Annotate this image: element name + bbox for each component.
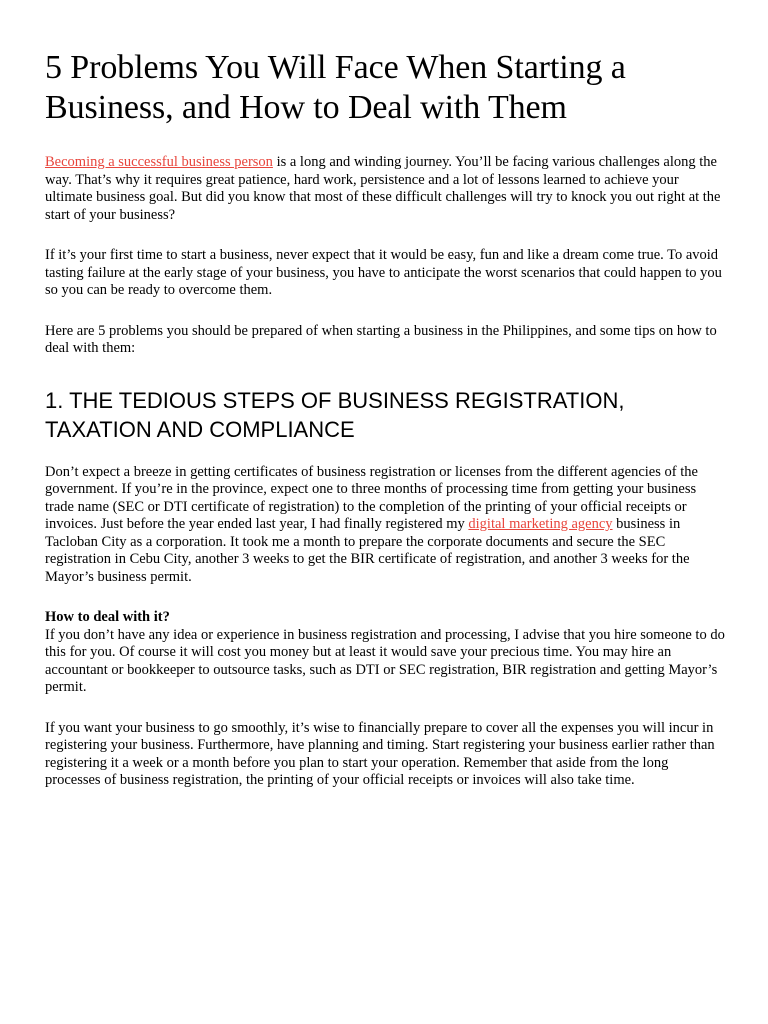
intro-paragraph-3: Here are 5 problems you should be prepared of when starting a business in the Philippines, and some tips on how to deal with them: xyxy=(45,322,717,356)
successful-business-person-link[interactable]: Becoming a successful business person xyxy=(45,154,273,170)
article-title: 5 Problems You Will Face When Starting a Business, and How to Deal with Them xyxy=(45,49,626,126)
section-1-paragraph-1-text-before: Don’t expect a breeze in getting certificates of business registration or licenses from the different agencies of the government. If you’re in the province, expect one to three months of processing time from getting your business trade name (SEC or DTI certificate of registration) to the completion of the printing of your official receipts or invoices. Just before the year ended last year, I had finally registered my xyxy=(45,463,698,532)
article xyxy=(45,48,725,790)
section-1-paragraph-1-text-after: business in Tacloban City as a corporation. It took me a month to prepare the corporate documents and secure the SEC registration in Cebu City, another 3 weeks to get the BIR certificate of registration, and another 3 weeks for the Mayor’s business permit. xyxy=(45,516,690,585)
intro-paragraph-2: If it’s your first time to start a business, never expect that it would be easy, fun and like a dream come true. To avoid tasting failure at the early stage of your business, you have to anticipate the worst scenarios that could happen to you so you can be ready to overcome them. xyxy=(45,247,722,298)
section-1-heading: 1. THE TEDIOUS STEPS OF BUSINESS REGISTRATION, TAXATION AND COMPLIANCE xyxy=(45,387,625,442)
section-1-paragraph-1 xyxy=(45,464,725,587)
intro-paragraph-1-text: is a long and winding journey. You’ll be facing various challenges along the way. That’s why it requires great patience, hard work, persistence and a lot of lessons learned to achieve your ultimate business goal. But did you know that most of these difficult challenges will try to knock you out right at the start of your business? xyxy=(45,154,721,223)
intro-paragraph-1 xyxy=(45,154,725,224)
section-1-paragraph-3: If you want your business to go smoothly, it’s wise to financially prepare to cover all the expenses you will incur in registering your business. Furthermore, have planning and timing. Start registering your business earlier rather than registering it a week or a month before you plan to start your operation. Remember that aside from the long processes of business registration, the printing of your official receipts or invoices will also take time. xyxy=(45,719,715,788)
how-to-deal-label: How to deal with it? xyxy=(45,609,170,625)
digital-marketing-agency-link[interactable]: digital marketing agency xyxy=(468,516,613,532)
section-1-paragraph-2: If you don’t have any idea or experience in business registration and processing, I advise that you hire someone to do this for you. Of course it will cost you money but at least it would save your precious time. You may hire an accountant or bookkeeper to outsource tasks, such as DTI or SEC registration, BIR registration and getting Mayor’s permit. xyxy=(45,626,725,695)
